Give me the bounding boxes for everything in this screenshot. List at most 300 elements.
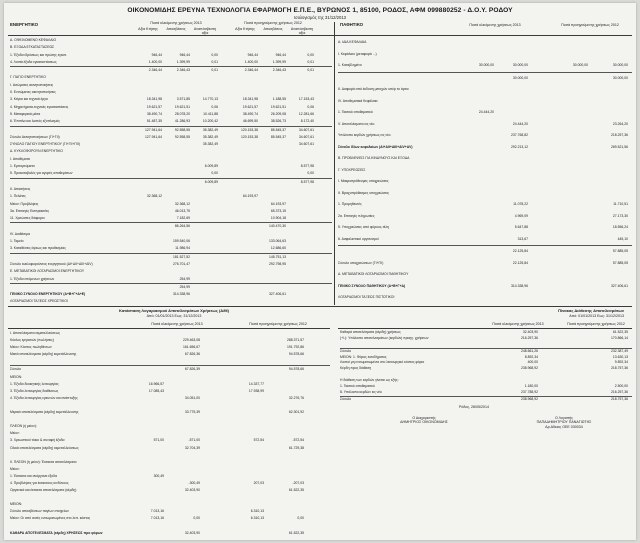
row-value: 9.892,34	[614, 360, 628, 365]
row-value: 30.000,00	[572, 63, 588, 67]
row-label: Μικτά αποτελέσματα (κέρδη) εκμετάλλευσης	[10, 352, 77, 357]
row-value: 32.276,76	[288, 395, 304, 400]
table-row	[10, 59, 332, 66]
row-label: Μερικά αποτελέσματα (κέρδη) εκμετάλλευσης	[10, 410, 79, 415]
administrator-signature	[374, 416, 474, 425]
row-value: 38.490,74	[146, 111, 162, 116]
row-value: 2.500,00	[614, 384, 628, 389]
results-period-current: Ποσά κλειόμενης χρήσεως 2013	[151, 322, 203, 326]
row-value: 238.968,92	[521, 366, 538, 371]
table-row	[10, 74, 332, 81]
table-row	[338, 245, 632, 258]
table-row	[10, 388, 330, 395]
row-label: Μείον:	[10, 466, 20, 471]
row-value: 22.125,84	[512, 249, 528, 253]
table-row	[338, 96, 632, 108]
row-value: 35.382,49	[202, 134, 218, 139]
row-value: -572,54	[292, 438, 304, 443]
row-value: 32.368,12	[146, 194, 162, 199]
row-label: (+/-): Υπόλοιπο αποτελεσμάτων (κερδών) προηγ. χρήσεων	[340, 335, 429, 340]
row-value: 7.182,69	[176, 216, 190, 221]
table-row	[10, 186, 332, 193]
row-value: 0,01	[307, 68, 314, 73]
row-label: ΚΑΘΑΡΑ ΑΠΟΤΕΛΕΣΜΑΤΑ (κέρδη) ΧΡΗΣΕΩΣ προ φόρων	[10, 530, 103, 535]
row-label: 3. Χρεωστικοί τόκοι & συναφή έξοδα	[10, 438, 65, 443]
row-label: I. Αποθέματα	[10, 156, 30, 161]
row-value: 8.577,98	[300, 164, 314, 169]
row-value: 28.078,20	[174, 111, 190, 116]
table-row	[10, 374, 330, 381]
row-label: Σύνολο	[340, 348, 351, 353]
results-subtitle: Από: 01/01/2013 Εως: 31/12/2013	[146, 314, 202, 318]
row-value: 145.751,13	[269, 254, 286, 259]
row-value: 57.885,05	[612, 249, 628, 253]
row-value: 0,00	[211, 52, 218, 57]
row-label: 11. Χρεώστες διάφοροι	[10, 216, 45, 221]
row-value: 300,49	[153, 473, 164, 478]
row-value: 92.558,55	[174, 127, 190, 132]
row-value: 946,44	[151, 52, 162, 57]
row-value: 0,00	[193, 516, 200, 521]
table-row	[10, 134, 332, 141]
table-row	[10, 344, 330, 351]
row-value: 0,06	[211, 104, 218, 109]
row-label: ΜΕΙΟΝ:	[10, 502, 23, 507]
assets-table	[10, 37, 332, 306]
row-value: 35.382,49	[202, 127, 218, 132]
col-acq-previous: Αξία Κτήσης	[235, 27, 255, 31]
row-value: 238.968,92	[521, 396, 538, 401]
row-value: 85.545,37	[270, 127, 286, 132]
table-row	[338, 222, 632, 234]
row-label: 4. Προβλέψεις για έκτακτους κινδύνους	[10, 480, 69, 485]
row-label: 1. Έξοδα επόμενων χρήσεων	[10, 276, 55, 281]
table-row	[10, 178, 332, 186]
table-row	[10, 494, 330, 501]
row-label: 1. Έξοδα ιδρύσεως και πρώτης εγκατ.	[10, 52, 67, 57]
row-label: 1. Προμηθευτές	[338, 202, 362, 206]
table-row	[10, 358, 330, 365]
distribution-period-current: Ποσά κλειόμενης χρήσεως 2013	[492, 322, 544, 326]
table-row	[10, 530, 330, 537]
row-label: 3. Έξοδα λειτουργίας διαθέσεως	[10, 388, 59, 393]
row-value: 946,44	[179, 52, 190, 57]
table-row	[10, 445, 330, 452]
table-row	[338, 153, 632, 165]
table-row	[10, 111, 332, 118]
table-row	[10, 238, 332, 245]
row-label: Κέρδη προς διάθεση	[340, 366, 372, 371]
table-row	[10, 96, 332, 103]
table-row	[338, 269, 632, 281]
table-row	[338, 142, 632, 154]
row-value: 8.172,40	[300, 119, 314, 124]
row-value: 5.647,88	[514, 225, 528, 229]
row-value: 64.193,97	[270, 201, 286, 206]
row-label: Σύνολο Ιδίων κεφαλαίων (ΑΙ+ΑΙΙ+ΑΙΙΙ+ΑIV+ΑV)	[338, 144, 413, 149]
liabilities-table	[338, 37, 632, 304]
table-row	[10, 222, 332, 230]
row-value: 161.656,67	[183, 345, 200, 350]
row-label: 5. Προκαταβολές για αγορές αποθεμάτων	[10, 171, 73, 176]
row-value: 24.444,20	[512, 121, 528, 126]
row-value: 86.264,56	[174, 224, 190, 229]
row-label: I. Ασώματες ακινητοποιήσεις	[10, 82, 54, 87]
row-label: IV. Διαθέσιμα	[10, 231, 30, 236]
table-row	[10, 487, 330, 494]
row-label: ΠΛΕΟΝ (ή μείον):	[10, 424, 37, 429]
table-row	[10, 501, 330, 508]
row-value: 12.686,60	[270, 246, 286, 251]
row-value: 314.338,96	[173, 292, 190, 297]
row-value: 218.257,36	[611, 133, 628, 137]
assets-period-previous: Ποσά προηγούμενης χρήσεως 2012	[244, 21, 302, 25]
row-value: 11.710,51	[613, 202, 628, 206]
row-label: 3. Καταθέσεις όψεως και προθεσμίας	[10, 246, 66, 251]
row-value: 218.757,36	[611, 366, 628, 371]
row-label: Σύνολο	[340, 396, 351, 401]
table-row	[10, 416, 330, 423]
col-acq-current: Αξία Κτήσης	[138, 27, 158, 31]
liabilities-heading: ΠΑΘΗΤΙΚΟ	[340, 22, 364, 27]
table-row	[10, 409, 330, 416]
row-value: 159.540,06	[173, 239, 190, 244]
row-value: 2.346,43	[272, 68, 286, 73]
row-value: 140.470,30	[269, 224, 286, 229]
row-value: 2.346,43	[176, 68, 190, 73]
distribution-table	[340, 330, 632, 403]
row-value: 276.701,47	[173, 261, 190, 266]
table-row	[338, 234, 632, 246]
table-row	[10, 395, 330, 402]
table-row	[338, 37, 632, 49]
row-value: 248.661,26	[521, 348, 538, 353]
row-value: 51.487,35	[146, 119, 162, 124]
row-value: 181.527,52	[173, 254, 190, 259]
row-value: 61.522,35	[288, 488, 304, 493]
row-value: 229.463,08	[183, 338, 200, 343]
table-row	[10, 381, 330, 388]
row-value: 17.938,99	[248, 388, 264, 393]
table-row	[338, 281, 632, 293]
table-row	[338, 84, 632, 96]
assets-heading: ΕΝΕΡΓΗΤΙΚΟ	[10, 22, 39, 27]
document-title: ΟΙΚΟΝΟΜΙΔΗΣ ΕΡΕΥΝΑ ΤΕΧΝΟΛΟΓΙΑ ΕΦΑΡΜΟΓΗ Ε.Π.Ε., ΒΥΡΩΝΟΣ 1, 85100, ΡΟΔΟΣ, ΑΦΜ 099880252 - Δ.Ο.Υ. ΡΟΔΟΥ	[127, 7, 513, 14]
row-value: 17.153,43	[298, 97, 314, 102]
row-value: 38.490,74	[242, 111, 258, 116]
balance-sheet-document	[4, 3, 636, 540]
table-row	[10, 523, 330, 530]
row-label: 6. Ασφαλιστικοί οργανισμοί	[338, 236, 379, 241]
row-value: 946,44	[247, 52, 258, 57]
row-value: -207,03	[292, 480, 304, 485]
row-value: 216.257,36	[611, 389, 628, 394]
row-label: 4. Μηχανήματα-τεχνικές εγκαταστάσεις	[10, 104, 69, 109]
row-value: -300,49	[188, 480, 200, 485]
assets-period-current: Ποσά κλειόμενης χρήσεως 2013	[150, 21, 202, 25]
row-value: 30.000,00	[512, 63, 528, 67]
row-label: IV. Αποθεματικά Κεφάλαια	[338, 98, 378, 103]
distribution-period-previous: Ποσά προηγούμενης χρήσεως 2012	[567, 322, 625, 326]
table-row	[10, 480, 330, 487]
row-label: Μείον: Κόστος πωληθέντων	[10, 345, 52, 350]
accountant-name: ΠΑΠΑΔΗΜΗΤΡΙΟΥ ΠΑΝΑΓΙΩΤΗΣ	[536, 420, 592, 425]
row-label: Η διάθεση των κερδών γίνεται ως εξής:	[340, 378, 399, 383]
row-label: ΣΥΝΟΛΟ ΠΑΓΙΟΥ ΕΝΕΡΓΗΤΙΚΟΥ (ΓΙ+ΓΙΙ+ΓΙΙΙ)	[10, 142, 81, 147]
row-value: 127.941,64	[145, 134, 162, 139]
row-value: 288.371,57	[287, 338, 304, 343]
distribution-subtitle: Από: 01/01/2013 Εως: 31/12/2013	[569, 314, 624, 318]
row-value: 61.522,35	[288, 530, 304, 535]
row-label: ΛΟΓΑΡΙΑΣΜΟΙ ΤΑΞΕΩΣ ΠΙΣΤΩΤΙΚΟΙ	[338, 295, 395, 299]
row-value: 27.173,30	[612, 213, 628, 218]
row-value: 0,01	[211, 59, 218, 64]
row-value: 6.009,89	[204, 164, 218, 169]
table-row	[340, 396, 632, 403]
table-row	[10, 508, 330, 515]
distribution-header-rule	[338, 328, 632, 329]
table-row	[10, 118, 332, 125]
col-dep-current: Αποσβέσεις	[166, 27, 186, 31]
row-value: 62.301,92	[288, 410, 304, 415]
row-value: 85.545,37	[270, 134, 286, 139]
row-value: 19.621,57	[242, 104, 258, 109]
row-value: 19.621,57	[146, 104, 162, 109]
row-label: Υπόλοιπο κερδών χρήσεως εις νέο	[338, 133, 391, 137]
results-period-previous: Ποσά προηγούμενης χρήσεως 2012	[249, 322, 307, 326]
table-row	[338, 258, 632, 270]
row-value: 127.941,64	[145, 127, 162, 132]
table-row	[10, 148, 332, 155]
row-value: 292.798,95	[269, 261, 286, 266]
row-value: 41.286,93	[174, 119, 190, 124]
row-label: Δ. ΚΥΚΛΟΦΟΡΟΥΝ ΕΝΕΡΓΗΤΙΚΟ	[10, 149, 63, 154]
row-label: 1. Πελάτες	[10, 194, 26, 199]
row-label: 8. Υπόλοιπο κερδών εις νέο	[340, 389, 382, 394]
table-row	[10, 104, 332, 111]
table-row	[10, 298, 332, 305]
row-value: 33.775,39	[184, 410, 200, 415]
row-value: 6.310,13	[250, 509, 264, 514]
table-row	[10, 330, 330, 337]
table-row	[338, 292, 632, 304]
balance-bottom-rule	[8, 306, 632, 307]
table-row	[10, 37, 332, 44]
row-value: 18.341,98	[146, 97, 162, 102]
table-row	[340, 348, 632, 355]
row-label: Ολικά αποτελέσματα (κέρδη) εκμεταλλεύσεως	[10, 445, 79, 450]
row-label: Γ. ΥΠΟΧΡΕΩΣΕΙΣ	[338, 167, 366, 172]
row-value: 400,00	[527, 360, 538, 365]
administrator-name: ΔΗΜΗΤΡΙΟΣ ΟΙΚΟΝΟΜΙΔΗΣ	[400, 420, 448, 425]
table-row	[338, 211, 632, 223]
row-label: 5. Μεταφορικά μέσα	[10, 111, 41, 116]
row-label: II. ΠΛΕΟΝ (ή μείον): Έκτακτα αποτελέσματα	[10, 459, 77, 464]
row-label: Α. ΟΦΕΙΛΟΜΕΝΟ ΚΕΦΑΛΑΙΟ	[10, 38, 57, 42]
row-value: 0,00	[307, 52, 314, 57]
row-value: 38.526,73	[270, 119, 286, 124]
table-row	[10, 452, 330, 459]
row-label: ΜΕΙΟΝ:	[10, 374, 23, 379]
row-value: 0,06	[307, 104, 314, 109]
header-rule	[8, 35, 632, 36]
row-value: 2.346,44	[148, 68, 162, 73]
row-value: 572,54	[253, 438, 264, 443]
row-value: 46.699,50	[242, 119, 258, 124]
accountant-signature	[504, 416, 624, 429]
row-label: 6. Έπιπλα και λοιπός εξοπλισμός	[10, 119, 60, 124]
row-label: 5. Υποχρεώσεις από φόρους-τέλη	[338, 225, 389, 229]
row-label: Δ. ΜΕΤΑΒΑΤΙΚΟΙ ΛΟΓΑΡΙΑΣΜΟΙ ΠΑΘΗΤΙΚΟΥ	[338, 272, 409, 276]
row-value: 10.411,88	[203, 111, 218, 116]
row-value: 254,99	[179, 284, 190, 289]
administrator-title: Ο Διαχειριστής	[412, 416, 436, 420]
table-row	[338, 60, 632, 72]
row-value: 6.009,89	[204, 179, 218, 184]
table-row	[10, 291, 332, 298]
row-value: 1.180,00	[524, 384, 538, 389]
row-value: 35.382,49	[202, 142, 218, 147]
row-value: 57.885,05	[612, 260, 628, 265]
table-row	[10, 515, 330, 522]
table-row	[10, 193, 332, 200]
row-label: 3α. Επιταγές Εισπρακτέες	[10, 208, 50, 213]
row-value: 17.085,43	[148, 388, 164, 393]
distribution-title: Πίνακας Διάθεσης Αποτελεσμάτων	[558, 308, 624, 313]
row-value: 61.522,35	[612, 330, 628, 334]
row-label: Μείον: Οι από αυτές ενσωματωμένες στο λειτ. κόστος	[10, 516, 91, 521]
row-value: 1.188,55	[272, 97, 286, 102]
place-date: Ρόδος, 28/05/2014	[458, 405, 490, 409]
row-label: Σύνολο Ακινητοποιήσεων (ΓΙ+ΓΙΙ)	[10, 134, 60, 139]
row-value: 232.387,49	[611, 348, 628, 353]
table-row	[10, 163, 332, 170]
table-row	[10, 156, 332, 163]
row-value: 327.406,61	[269, 292, 286, 297]
row-value: 313,67	[517, 236, 528, 241]
table-row	[10, 231, 332, 238]
row-label: Σύνολο	[10, 367, 21, 372]
table-row	[338, 119, 632, 131]
row-label: Σύνολο κυκλοφορούντος ενεργητικού (ΔΙ+ΔΙΙ+ΔΙΙΙ+ΔIV)	[10, 261, 93, 266]
row-label: 1. Καταβλημένο	[338, 63, 362, 67]
row-value: 314.338,96	[511, 283, 528, 288]
table-row	[10, 423, 330, 430]
row-label: Οργανικά και έκτακτα αποτελέσματα (κέρδη)	[10, 488, 77, 493]
row-value: 30.000,00	[512, 75, 528, 80]
table-row	[338, 49, 632, 61]
accountant-title: Ο Λογιστής	[555, 416, 573, 420]
table-row	[10, 201, 332, 208]
table-row	[10, 283, 332, 291]
row-label: Α. ΙΔΙΑ ΚΕΦΑΛΑΙΑ	[338, 40, 367, 44]
row-value: 14.337,77	[248, 381, 264, 386]
row-value: 571,00	[153, 438, 164, 443]
table-row	[10, 52, 332, 59]
table-row	[10, 459, 330, 466]
row-label: ΜΕΙΟΝ: 1. Φόρος εισοδήματος	[340, 354, 387, 359]
row-value: 7.013,16	[150, 509, 164, 514]
row-label: Γ. ΠΑΓΙΟ ΕΝΕΡΓΗΤΙΚΟ	[10, 75, 46, 80]
table-row	[10, 466, 330, 473]
row-label: 1. Έξοδα διοικητικής λειτουργίας	[10, 381, 59, 386]
row-value: 30.000,00	[612, 75, 628, 80]
row-value: 1.399,99	[272, 59, 286, 64]
row-value: 445,10	[617, 236, 628, 241]
row-value: 6.310,13	[250, 516, 264, 521]
row-label: ΓΕΝΙΚΟ ΣΥΝΟΛΟ ΕΝΕΡΓΗΤΙΚΟΥ (Α+Β+Γ+Δ+Ε)	[10, 292, 86, 297]
row-value: 23.264,20	[612, 121, 628, 126]
row-value: 237.768,82	[511, 133, 528, 137]
row-value: 16.966,57	[148, 381, 164, 386]
row-value: 0,00	[211, 171, 218, 176]
row-value: 10.200,42	[202, 119, 218, 124]
row-value: 46.013,75	[174, 208, 190, 213]
row-value: 14.770,13	[202, 97, 218, 102]
table-row	[338, 199, 632, 211]
row-value: 2.346,44	[244, 68, 258, 73]
table-row	[10, 365, 330, 373]
row-value: 10.904,18	[270, 216, 286, 221]
row-value: 94.578,66	[288, 352, 304, 357]
row-label: Β. ΕΞΟΔΑ ΕΓΚΑΤΑΣΤΑΣΕΩΣ	[10, 45, 55, 50]
row-value: 120.153,38	[241, 127, 258, 132]
row-label: 4. Λοιπά έξοδα εγκαταστάσεως	[10, 59, 57, 64]
row-value: 269.521,56	[611, 144, 628, 149]
row-label: Λοιποί μη ενσωματωμένοι στο λειτουργικό κόστος φόροι	[340, 360, 425, 365]
table-row	[10, 126, 332, 134]
row-label: 1. Ταμείο	[10, 239, 24, 244]
row-label: Μείον:	[10, 431, 20, 436]
row-value: 32.368,12	[174, 201, 190, 206]
row-value: 30.000,00	[478, 63, 494, 67]
row-value: 120.153,38	[241, 134, 258, 139]
row-value: 13.630,13	[612, 354, 628, 359]
row-value: 22.125,84	[512, 260, 528, 265]
document-subtitle: Ισολογισμός της 31/12/2013	[293, 15, 346, 20]
row-value: 32.403,90	[184, 530, 200, 535]
row-value: 18.341,98	[242, 97, 258, 102]
table-row	[10, 351, 330, 358]
row-value: 92.558,55	[174, 134, 190, 139]
table-row	[338, 165, 632, 177]
row-label: 3. Κτίρια και τεχνικά έργα	[10, 97, 48, 102]
row-label: 4. Έξοδα λειτουργίας ερευνών και ανάπτυξης	[10, 395, 78, 400]
row-value: 191.792,86	[287, 345, 304, 350]
row-value: 292.213,12	[511, 144, 528, 149]
row-value: 26.209,08	[270, 111, 286, 116]
accountant-license: Αρ.Αδειας ΟΕΕ 030034	[545, 424, 583, 429]
row-value: 65.373,15	[270, 208, 286, 213]
row-value: 12.281,66	[298, 111, 314, 116]
row-label: Μείον: Προβλέψεις	[10, 201, 39, 206]
row-value: 18.556,24	[612, 225, 628, 229]
row-value: 8.577,98	[300, 179, 314, 184]
table-row	[338, 188, 632, 200]
row-label: II. Διαφορά από έκδοση μετοχών υπέρ το άρτιο	[338, 87, 409, 91]
table-row	[10, 141, 332, 148]
row-value: 1.400,00	[244, 59, 258, 64]
row-label: I. Κεφάλαιο (μεταφορά ...)	[338, 51, 377, 56]
row-label: 1. Εμπορεύματα	[10, 164, 35, 169]
row-value: 34.607,61	[298, 134, 314, 139]
row-value: 19.621,51	[270, 104, 286, 109]
col-net-previous: Αναπόσβεστη αξία	[290, 27, 314, 35]
row-label: I. Αποτελέσματα εκμεταλλεύσεως	[10, 331, 61, 335]
row-label: II. Απαιτήσεις	[10, 186, 31, 191]
row-value: 24.444,20	[478, 110, 494, 114]
row-value: 1.400,00	[148, 59, 162, 64]
